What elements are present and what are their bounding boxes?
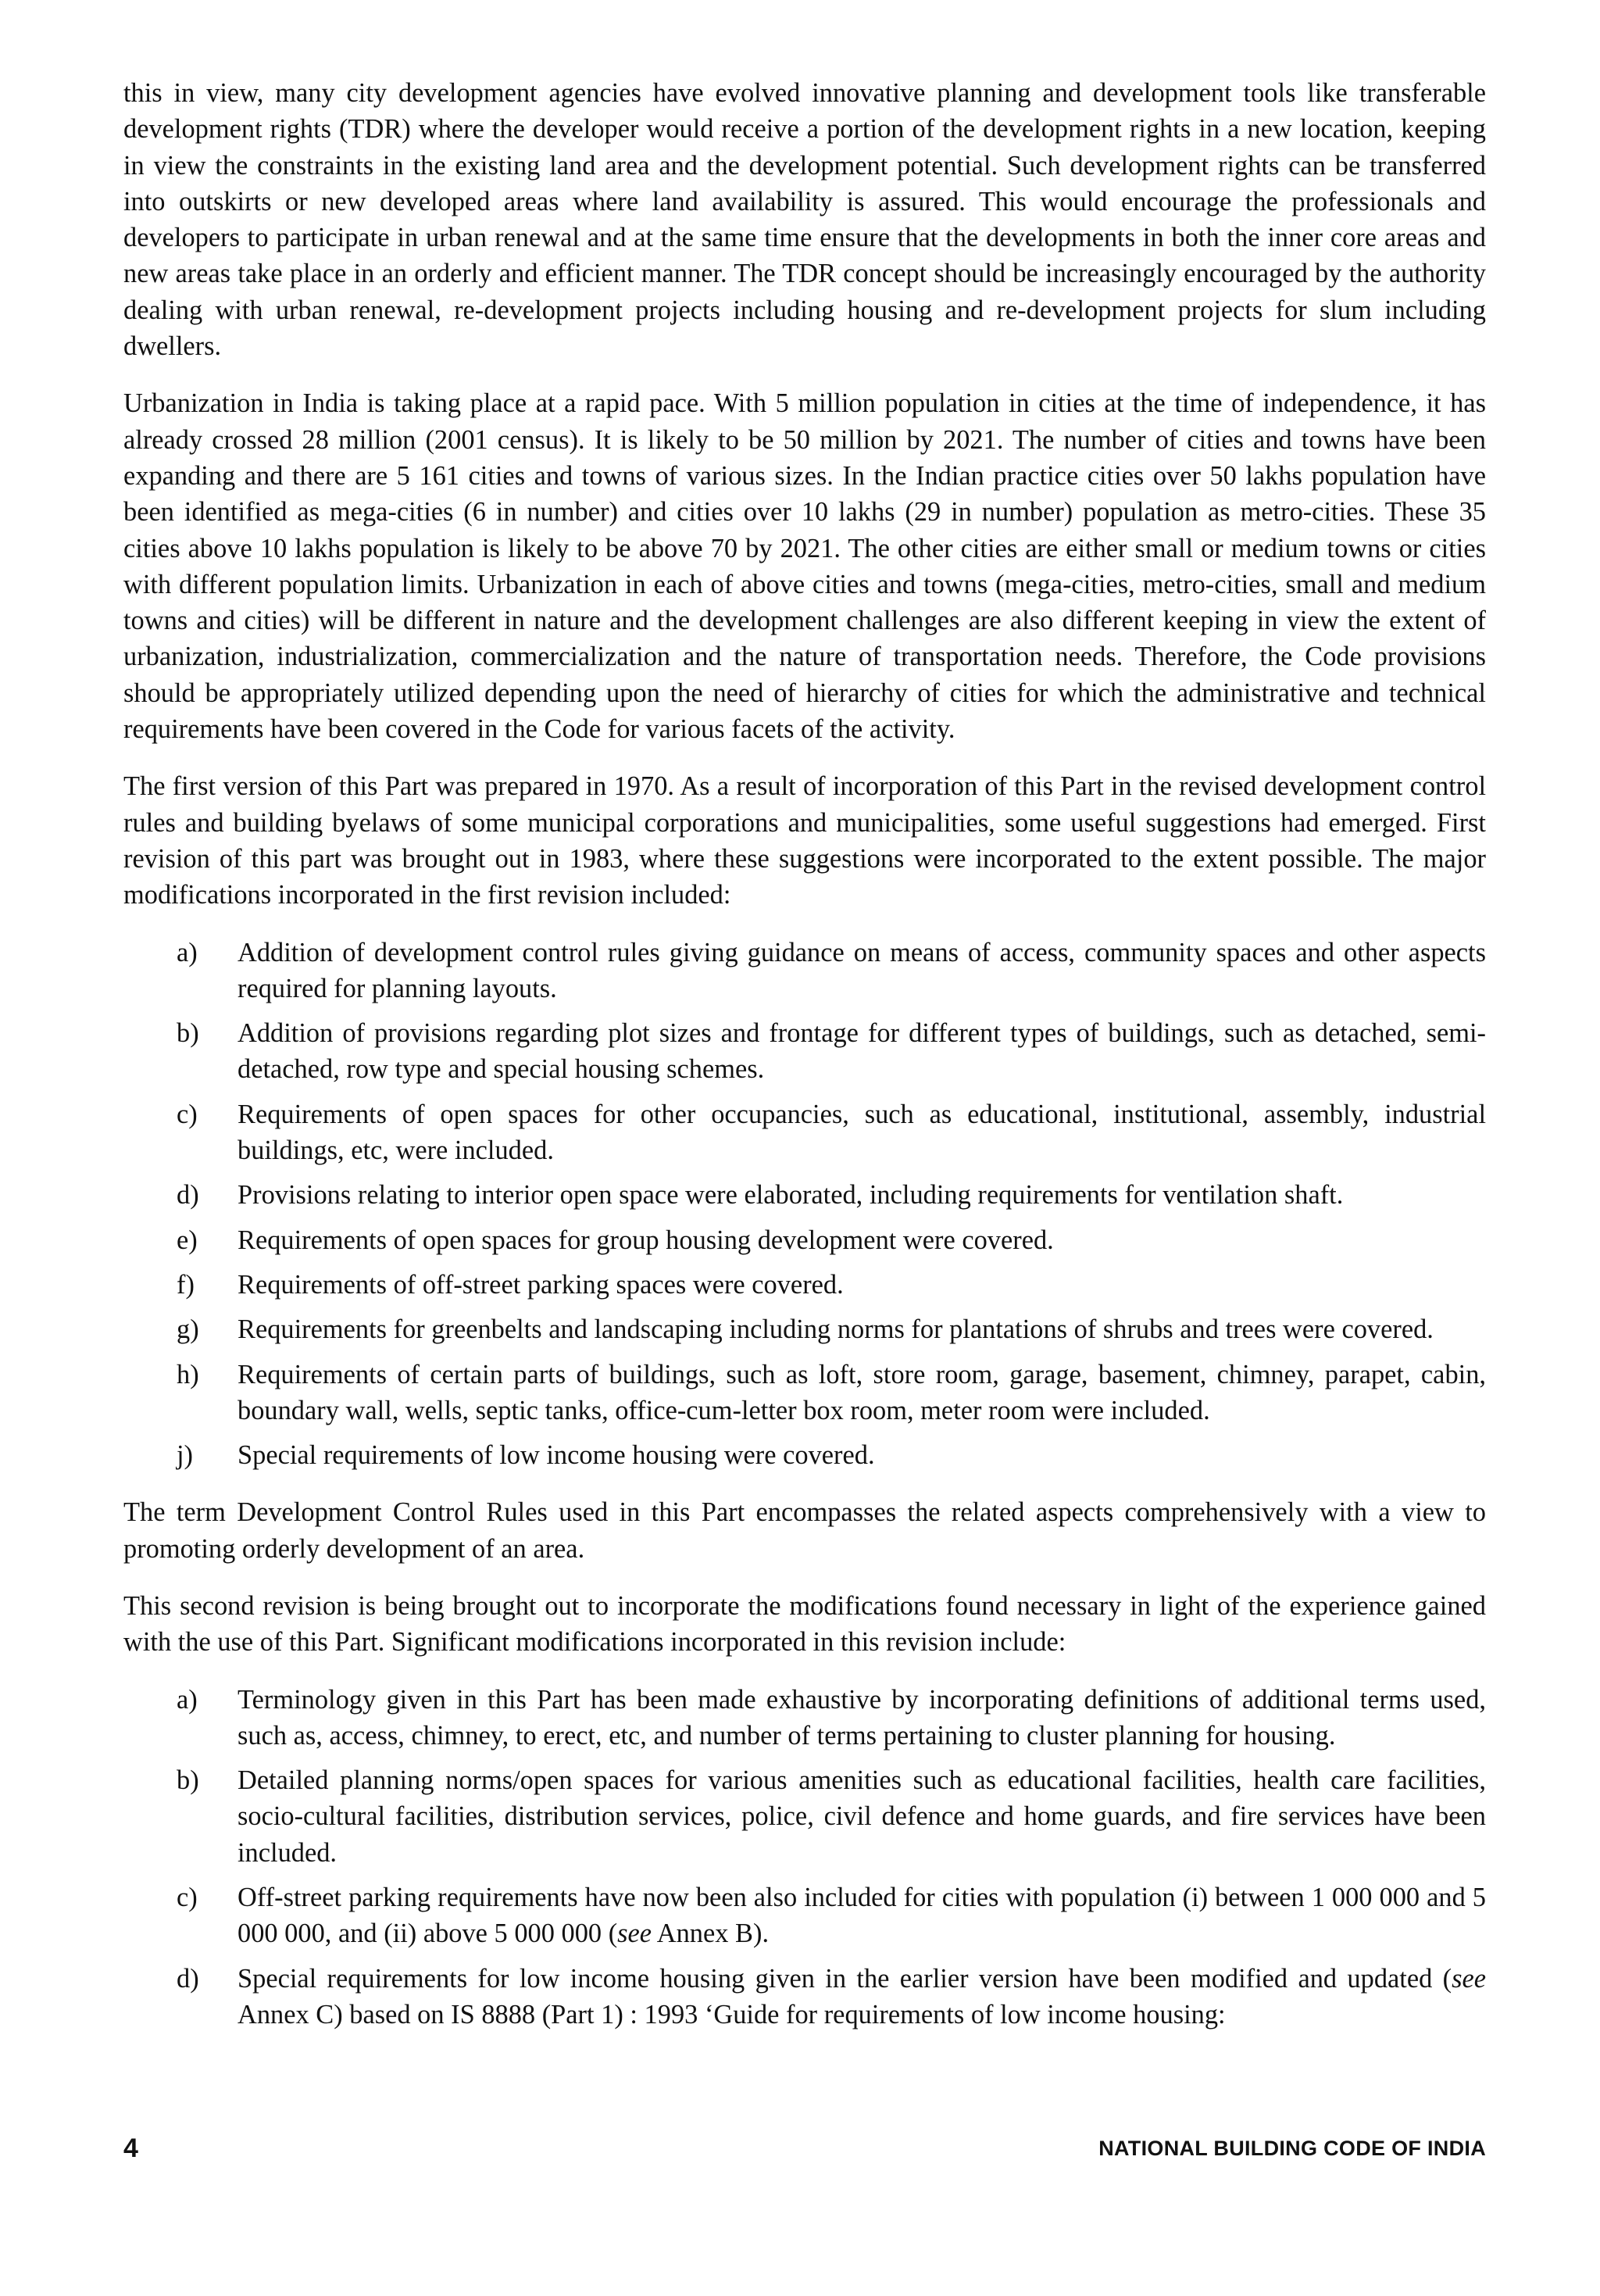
page-content: [123, 75, 1486, 2054]
list-marker: f): [177, 1269, 195, 1300]
list-item: [123, 1222, 1486, 1258]
list-marker: d): [177, 1180, 199, 1211]
list-marker: b): [177, 1765, 199, 1796]
first-revision-list: [123, 935, 1486, 1474]
list-item: [123, 1177, 1486, 1213]
see-reference: see: [1452, 1963, 1486, 1994]
list-item: [123, 1357, 1486, 1429]
list-item-text: Special requirements for low income housing given in the earlier version have been modified and updated (see Annex C) based on IS 8888 (Part 1) : 1993 ‘Guide for requirements of low income housing:: [238, 1963, 1486, 2030]
list-item: [123, 1762, 1486, 1871]
page-footer: [123, 2133, 1486, 2165]
list-item-text: Special requirements of low income housing were covered.: [238, 1440, 875, 1471]
list-item-text: Requirements for greenbelts and landscaping including norms for plantations of shrubs and trees were covered.: [238, 1314, 1434, 1345]
list-marker: j): [177, 1440, 194, 1471]
list-marker: c): [177, 1099, 198, 1129]
list-marker: h): [177, 1359, 199, 1389]
list-item: [123, 1437, 1486, 1473]
list-marker: d): [177, 1963, 199, 1994]
list-item-text: Provisions relating to interior open space were elaborated, including requirements for ventilation shaft.: [238, 1180, 1344, 1211]
list-item: [123, 1879, 1486, 1952]
second-revision-list: [123, 1682, 1486, 2033]
page-number: 4: [123, 2133, 138, 2163]
list-item-text: Addition of provisions regarding plot sizes and frontage for different types of buildings, such as detached, semi-detached, row type and special housing schemes.: [238, 1018, 1486, 1085]
list-item-text: Requirements of off-street parking spaces were covered.: [238, 1269, 844, 1300]
list-marker: g): [177, 1314, 199, 1345]
paragraph-tdr: this in view, many city development agencies have evolved innovative planning and development tools like transferable development rights (TDR) where the developer would receive a portion of the development rights in a new location, keeping in view the constraints in the existing land area and the development potential. Such development rights can be transferred into outskirts or new developed areas where land availability is assured. This would encourage the professionals and developers to participate in urban renewal and at the same time ensure that the developments in both the inner core areas and new areas take place in an orderly and efficient manner. The TDR concept should be increasingly encouraged by the authority dealing with urban renewal, re-development projects including housing and re-development projects for slum including dwellers.: [123, 78, 1486, 362]
list-item: [123, 1961, 1486, 2033]
paragraph-urbanization: Urbanization in India is taking place at a rapid pace. With 5 million population in cities at the time of independence, it has already crossed 28 million (2001 census). It is likely to be 50 million by 2021. The number of cities and towns have been expanding and there are 5 161 cities and towns of various sizes. In the Indian practice cities over 50 lakhs population have been identified as mega-cities (6 in number) and cities over 10 lakhs (29 in number) population as metro-cities. These 35 cities above 10 lakhs population is likely to be above 70 by 2021. The other cities are either small or medium towns or cities with different population limits. Urbanization in each of above cities and towns (mega-cities, metro-cities, small and medium towns and cities) will be different in nature and the development challenges are also different keeping in view the extent of urbanization, industrialization, commercialization and the nature of transportation needs. Therefore, the Code provisions should be appropriately utilized depending upon the need of hierarchy of cities for which the administrative and technical requirements have been covered in the Code for various facets of the activity.: [123, 388, 1486, 745]
list-item: [123, 935, 1486, 1007]
publication-title: NATIONAL BUILDING CODE OF INDIA: [1098, 2137, 1486, 2160]
list-item-text: Requirements of open spaces for other occupancies, such as educational, institutional, assembly, industrial buildings, etc, were included.: [238, 1099, 1486, 1166]
list-item-text: Terminology given in this Part has been made exhaustive by incorporating definitions of additional terms used, such as, access, chimney, to erect, etc, and number of terms pertaining to cluster planning for housing.: [238, 1684, 1486, 1751]
list-item-text: Off-street parking requirements have now been also included for cities with population (i) between 1 000 000 and 5 000 000, and (ii) above 5 000 000 (see Annex B).: [238, 1883, 1486, 1949]
list-item: [123, 1267, 1486, 1303]
list-marker: b): [177, 1018, 199, 1049]
list-item-text: Requirements of certain parts of buildings, such as loft, store room, garage, basement, chimney, parapet, cabin, boundary wall, wells, septic tanks, office-cum-letter box room, meter room were included.: [238, 1359, 1486, 1425]
paragraph-first-version: The first version of this Part was prepared in 1970. As a result of incorporation of this Part in the revised development control rules and building byelaws of some municipal corporations and municipalities, some useful suggestions had emerged. First revision of this part was brought out in 1983, where these suggestions were incorporated to the extent possible. The major modifications incorporated in the first revision included:: [123, 771, 1486, 910]
list-marker: a): [177, 937, 198, 967]
list-item-text: Addition of development control rules giving guidance on means of access, community spaces and other aspects required for planning layouts.: [238, 937, 1486, 1003]
list-item: [123, 1311, 1486, 1347]
list-marker: e): [177, 1225, 198, 1255]
list-item: [123, 1682, 1486, 1754]
see-reference: see: [617, 1919, 652, 1949]
list-item: [123, 1015, 1486, 1088]
list-item: [123, 1096, 1486, 1169]
list-item-text: Detailed planning norms/open spaces for various amenities such as educational facilities, health care facilities, socio-cultural facilities, distribution services, police, civil defence and home guards, and fire services have been included.: [238, 1765, 1486, 1868]
list-marker: a): [177, 1684, 198, 1715]
paragraph-second-revision: This second revision is being brought out to incorporate the modifications found necessary in light of the experience gained with the use of this Part. Significant modifications incorporated in this revision include:: [123, 1590, 1486, 1658]
list-marker: c): [177, 1883, 198, 1913]
list-item-text: Requirements of open spaces for group housing development were covered.: [238, 1225, 1054, 1255]
paragraph-dcr-term: The term Development Control Rules used in this Part encompasses the related aspects comprehensively with a view to promoting orderly development of an area.: [123, 1497, 1486, 1564]
